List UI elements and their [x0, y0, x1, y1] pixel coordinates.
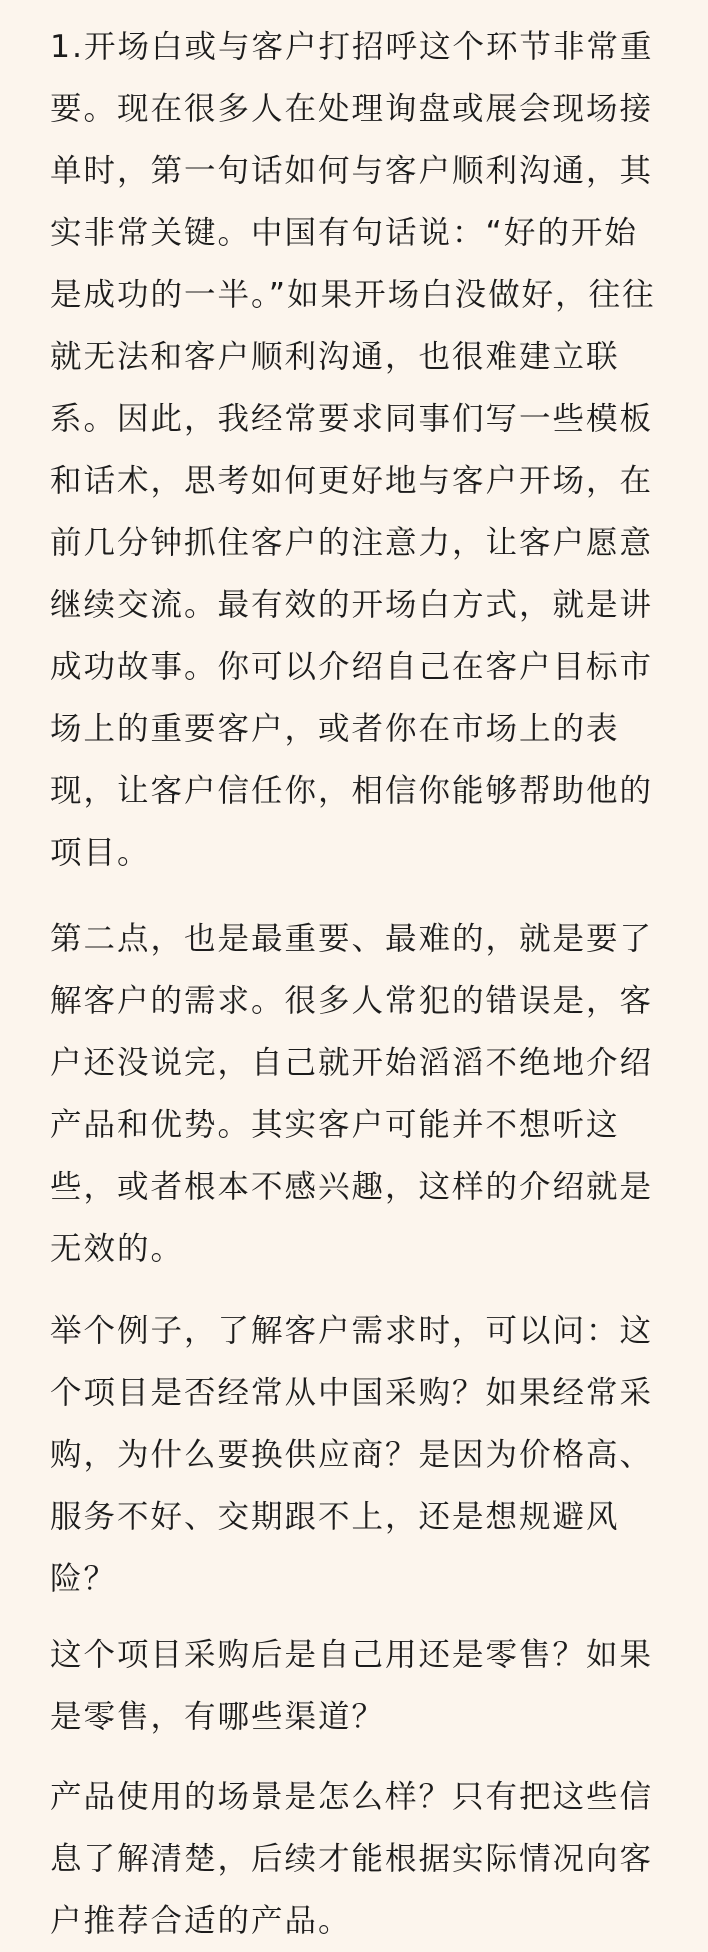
- paragraph-usage-retail: 这个项目采购后是自己用还是零售？如果是零售，有哪些渠道？: [50, 1637, 654, 1735]
- paragraph-opening-remarks: 1.开场白或与客户打招呼这个环节非常重要。现在很多人在处理询盘或展会现场接单时，第一句话如何与客户顺利沟通，其实非常关键。中国有句话说：“好的开始是成功的一半。”如果开场白没做好，往往就无法和客户顺利沟通，也很难建立联系。因此，我经常要求同事们写一些模板和话术，思考如何更好地与客户开场，在前几分钟抓住客户的注意力，让客户愿意继续交流。最有效的开场白方式，就是讲成功故事。你可以介绍自己在客户目标市场上的重要客户，或者你在市场上的表现，让客户信任你，相信你能够帮助他的项目。: [50, 29, 656, 871]
- paragraph-usage-scenario: 产品使用的场景是怎么样？只有把这些信息了解清楚，后续才能根据实际情况向客户推荐合适的产品。: [50, 1779, 654, 1939]
- paragraph-customer-needs: 第二点，也是最重要、最难的，就是要了解客户的需求。很多人常犯的错误是，客户还没说完，自己就开始滔滔不绝地介绍产品和优势。其实客户可能并不想听这些，或者根本不感兴趣，这样的介绍就是无效的。: [50, 921, 654, 1267]
- paragraph-example-questions: 举个例子，了解客户需求时，可以问：这个项目是否经常从中国采购？如果经常采购，为什么要换供应商？是因为价格高、服务不好、交期跟不上，还是想规避风险？: [50, 1313, 654, 1597]
